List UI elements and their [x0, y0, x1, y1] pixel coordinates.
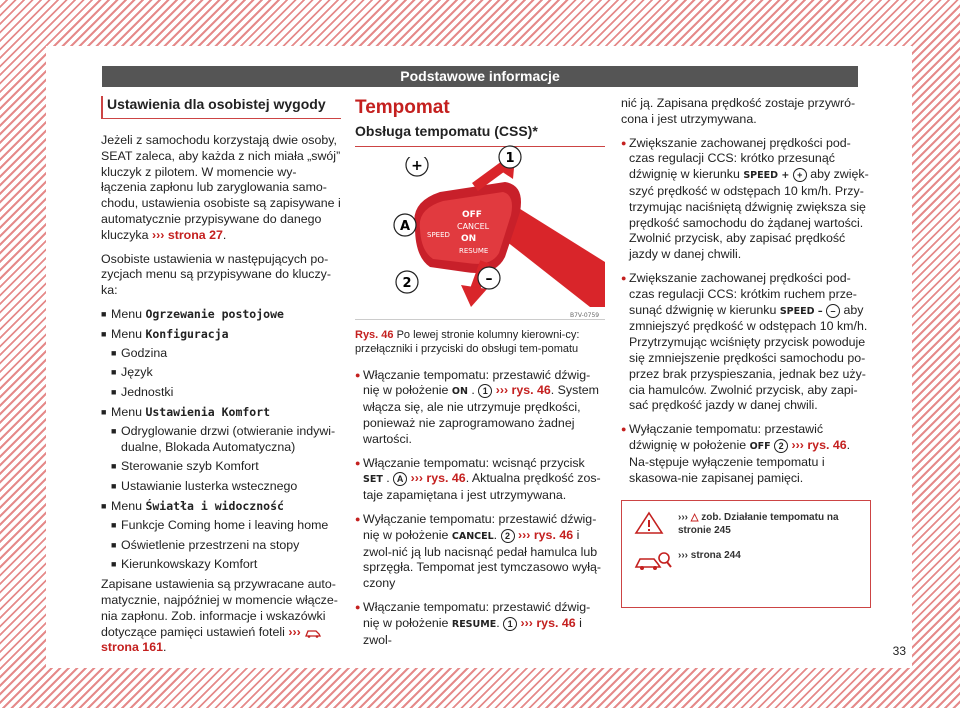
- section-title-cruise: Tempomat: [355, 97, 450, 118]
- list-item: ■ Oświetlenie przestrzeni na stopy: [111, 538, 341, 554]
- note-warning: ››› △ zob. Działanie tempomatu na stronie 245: [634, 511, 858, 537]
- lever-label-on: ON: [461, 233, 477, 244]
- link-page-245[interactable]: zob. Działanie tempomatu na stronie 245: [678, 512, 839, 537]
- callout-minus: –: [485, 270, 493, 287]
- submenu-config: [111, 346, 341, 401]
- menu-item-heating: ■ Menu Ogrzewanie postojowe: [101, 307, 341, 323]
- list-item: ■ Język: [111, 365, 341, 381]
- instruction-speed-down: ● Zwiększanie zachowanej prędkości pod-czas regulacji CCS: krótkim ruchem prze-sunąć dźwignię w kierunku SPEED – – aby zmniejszyć prędkość w odstępach 10 km/h. Przytrzymując wciśnięty przycisk powoduje się zmniejszenie prędkości samochodu po-przez brak przyspieszania, jednak bez uży-cia hamulców. Zwolnić przycisk, aby zapi-sać prędkość jazdy w danej chwili.: [621, 271, 871, 414]
- list-item: ■ Sterowanie szyb Komfort: [111, 459, 341, 475]
- svg-text:1: 1: [505, 150, 515, 166]
- menu-list: [101, 307, 341, 573]
- paragraph-restore: Zapisane ustawienia są przywracane auto-matycznie, najpóźniej w momencie włącze-nia zapłonu. Zob. informacje i wskazówki dotyczące pamięci ustawień foteli ››› strona 161.: [101, 577, 338, 655]
- list-item: ■ Odryglowanie drzwi (otwieranie indywi-dualne, Blokada Automatyczna): [111, 424, 341, 456]
- page-number: 33: [892, 644, 906, 658]
- submenu-lights: [111, 518, 341, 573]
- menu-item-comfort: ■ Menu Ustawienia Komfort ■ Odryglowanie drzwi (otwieranie indywi-dualne, Blokada Automatyczna) ■ Sterowanie szyb Komfort ■ Ustawianie lusterka wstecznego: [101, 405, 341, 495]
- lever-label-speed: SPEED: [427, 230, 450, 239]
- paragraph-continued: nić ją. Zapisana prędkość zostaje przywró-cona i jest utrzymywana.: [621, 96, 856, 126]
- reference-box: [621, 500, 871, 608]
- callout-2: 2: [402, 275, 412, 291]
- link-page-27[interactable]: strona 27: [167, 227, 223, 242]
- instruction-speed-up: ● Zwiększanie zachowanej prędkości pod-czas regulacji CCS: krótko przesunąć dźwignię w kierunku SPEED + + aby zwięk-szyć prędkość w odstępach 10 km/h. Przy-trzymując naciśniętą dźwignię zwiększa się prędkość samochodu do żądanej wartości. Zwolnić przycisk, aby zapisać prędkość jazdy w danej chwili.: [621, 136, 871, 263]
- car-magnifier-icon: [634, 549, 678, 575]
- car-seat-icon: [304, 627, 322, 638]
- instruction-off: ● Wyłączanie tempomatu: przestawić dźwignię w położenie OFF 2 ››› rys. 46. Na-stępuje wyłączenie tempomatu i skasowa-nie zapisanej pamięci.: [621, 422, 871, 486]
- lever-illustration: [355, 157, 605, 319]
- paragraph-intro: Jeżeli z samochodu korzystają dwie osoby, SEAT zaleca, aby każda z nich miała „swój” kluczyk z pilotem. W momencie wy-łączenia zapłonu lub zaryglowania samo-chodu, ustawienia osobiste są zapisywane i automatycznie przypisywane do danego kluczyka ››› strona 27.: [101, 133, 341, 242]
- submenu-comfort: [111, 424, 341, 495]
- list-item: ■ Ustawianie lusterka wstecznego: [111, 479, 341, 495]
- list-item: ■ Kierunkowskazy Komfort: [111, 557, 341, 573]
- callout-1: [496, 143, 524, 171]
- instruction-cancel: ● Wyłączanie tempomatu: przestawić dźwig-nię w położenie CANCEL. 2 ››› rys. 46 i zwol-nić ją lub nacisnąć pedał hamulca lub sprzęgła. Tempomat jest tymczasowo wyłą-czony: [355, 512, 605, 592]
- section-title-personal-settings: Ustawienia dla osobistej wygody: [101, 96, 341, 119]
- figure-cruise-lever: [355, 150, 605, 320]
- callout-a: A: [399, 218, 411, 234]
- instruction-resume: ● Włączanie tempomatu: przestawić dźwig-nię w położenie RESUME. 1 ››› rys. 46 i zwol-: [355, 600, 605, 648]
- figure-caption: Rys. 46 Po lewej stronie kolumny kierowni-cy: przełączniki i przyciski do obsługi tem-pomatu: [355, 328, 580, 355]
- column-cruise-cont: [621, 96, 871, 608]
- lever-label-resume: RESUME: [459, 246, 489, 255]
- column-personal-settings: [101, 96, 341, 664]
- instruction-set: ● Włączanie tempomatu: wcisnąć przycisk SET . A ››› rys. 46. Aktualna prędkość zos-taje zapamiętana i jest utrzymywana.: [355, 456, 605, 504]
- list-item: ■ Godzina: [111, 346, 341, 362]
- list-item: ■ Jednostki: [111, 385, 341, 401]
- column-cruise-control: [355, 98, 605, 656]
- link-arrow: ›››: [151, 227, 165, 242]
- figure-code: B7V-0759: [570, 311, 600, 319]
- subsection-title-ccs: Obsługa tempomatu (CSS)*: [355, 124, 605, 147]
- warning-icon: [634, 511, 678, 537]
- link-page-244[interactable]: strona 244: [690, 550, 741, 562]
- header-bar: Podstawowe informacje: [102, 66, 858, 87]
- menu-item-config: ■ Menu Konfiguracja ■ Godzina ■ Język ■ Jednostki: [101, 327, 341, 401]
- link-page-161[interactable]: strona 161: [101, 640, 163, 655]
- callout-plus: +: [411, 157, 423, 174]
- lever-label-off: OFF: [462, 209, 482, 220]
- instruction-on: ● Włączanie tempomatu: przestawić dźwig-nię w położenie ON . 1 ››› rys. 46. System włącza się, ale nie utrzymuje prędkości, ponieważ nie zaprogramowano żadnej wartości.: [355, 368, 605, 448]
- small-warning-icon: △: [690, 512, 699, 524]
- note-car: ››› strona 244: [634, 549, 858, 575]
- menu-item-lights: ■ Menu Światła i widoczność ■ Funkcje Coming home i leaving home ■ Oświetlenie przestrzeni na stopy ■ Kierunkowskazy Komfort: [101, 499, 341, 573]
- lever-label-cancel: CANCEL: [457, 221, 490, 231]
- list-item: ■ Funkcje Coming home i leaving home: [111, 518, 341, 534]
- paragraph-menu-intro: Osobiste ustawienia w następujących po-zycjach menu są przypisywane do kluczy-ka:: [101, 251, 332, 298]
